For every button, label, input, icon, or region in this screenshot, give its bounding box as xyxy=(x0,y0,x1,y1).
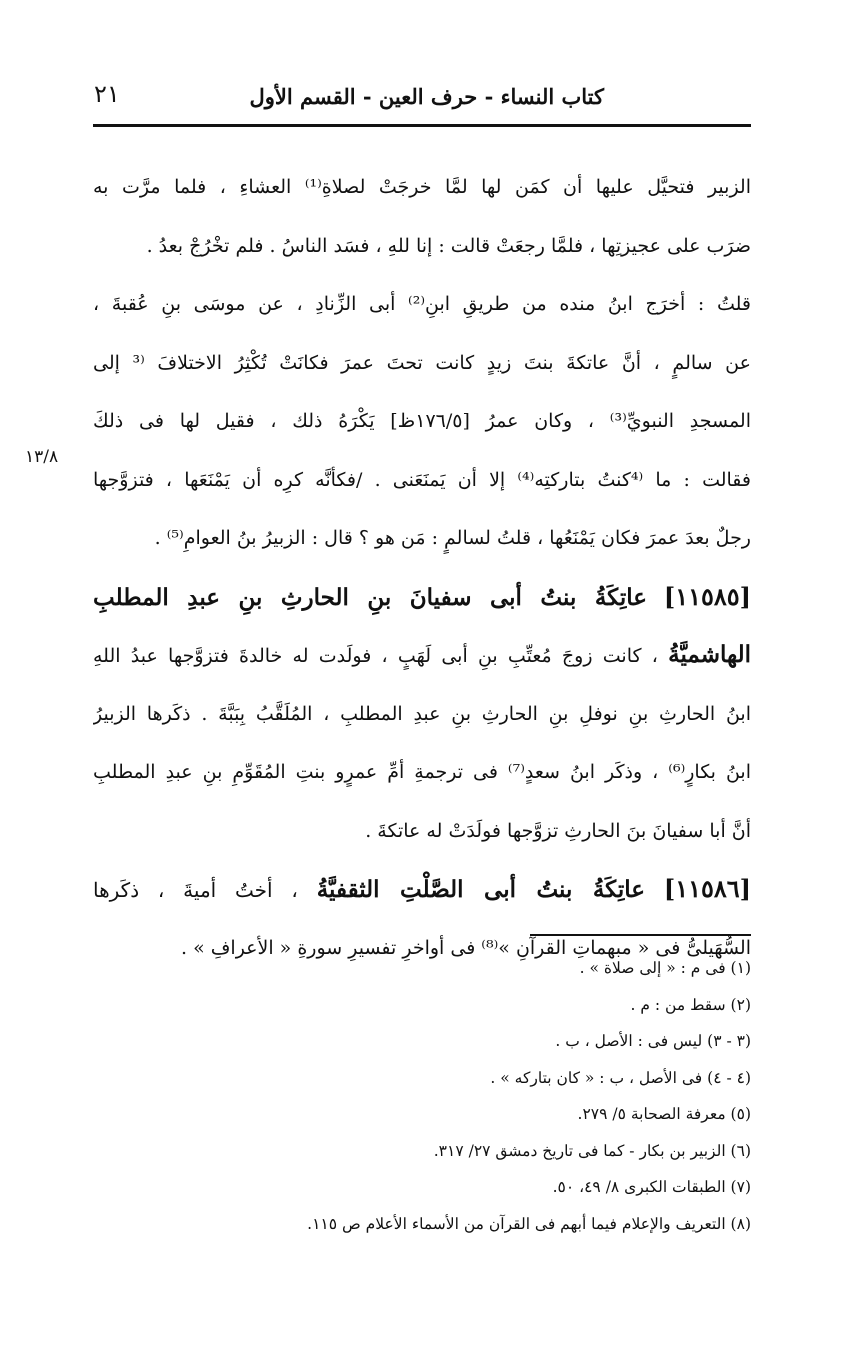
entry-heading-line xyxy=(93,568,751,627)
running-header-title: كتاب النساء - حرف العين - القسم الأول xyxy=(249,84,604,109)
footnote: (٤ - ٤) فى الأصل ، ب : « كان بتاركه » . xyxy=(490,1068,751,1087)
footnotes xyxy=(111,950,751,1242)
text-line: ضرَب على عجيزتِها ، فلمَّا رجعَتْ قالت : إنا للهِ ، فسَد الناسُ . فلم تخْرُجْ بعدُ . xyxy=(146,234,751,257)
footnote: (٧) الطبقات الكبرى ٨/ ٤٩، ٥٠. xyxy=(552,1178,751,1196)
header-rule xyxy=(93,124,751,127)
text-line: رجلٌ بعدَ عمرَ فكان يَمْنَعُها ، قلتُ لسالمٍ : مَن هو ؟ قال : الزبيرُ بنُ العوامِ⁽⁵⁾ . xyxy=(154,527,751,549)
main-text xyxy=(93,158,751,977)
entry-number: [١١٥٨٦] xyxy=(663,874,751,903)
text-line: المسجدِ النبويِّ⁽³⁾ ، وكان عمرُ [١٧٦/٥ظ] يَكْرَهُ ذلك ، فقيل لها فى ذلكَ xyxy=(93,410,751,432)
entry-name-continued: الهاشميَّةُ xyxy=(668,641,751,668)
text-line: فقالت : ما ⁽⁴كنتُ بتاركتِه⁽⁴⁾ إلا أن يَمنَعَنى . /فكأنَّه كرِه أن يَمْنَعَها ، فتزوَّجها xyxy=(93,468,751,491)
footnote: (١) فى م : « إلى صلاة » . xyxy=(579,959,751,977)
entry-name: عاتِكَةُ بنتُ أبى سفيانَ بنِ الحارثِ بنِ عبدِ المطلبِ xyxy=(93,583,647,611)
footnote: (٣ - ٣) ليس فى : الأصل ، ب . xyxy=(555,1032,751,1050)
entry-text: ، كانت زوجَ مُعتِّبِ بنِ أبى لَهَبٍ ، فولَدت له خالدةَ فتزوَّجها عبدُ اللهِ xyxy=(93,645,658,667)
entry-heading-line xyxy=(93,860,751,919)
text-line: الزبير فتحيَّل عليها أن كمَن لها لمَّا خرجَتْ لصلاةِ⁽¹⁾ العشاءِ ، فلما مرَّت به xyxy=(93,176,751,198)
text-line: ابنُ الحارثِ بنِ نوفلِ بنِ الحارثِ بنِ عبدِ المطلبِ ، المُلَقَّبُ بِبَبَّةَ . ذكَرها الزبيرُ xyxy=(93,702,751,725)
entry-number: [١١٥٨٥] xyxy=(663,581,751,611)
footnote: (٨) التعريف والإعلام فيما أبهم فى القرآن من الأسماء الأعلام ص ١١٥. xyxy=(307,1214,751,1233)
text-line: السُّهَيلىُّ فى « مبهماتِ القرآنِ »⁽⁸⁾ فى أواخرِ تفسيرِ سورةِ « الأعرافِ » . xyxy=(180,936,751,959)
text-line: قلتُ : أخرَج ابنُ منده من طريقِ ابنِ⁽²⁾ أبى الزِّنادِ ، عن موسَى بنِ عُقبةَ ، xyxy=(93,293,751,315)
footnote-separator xyxy=(530,934,751,936)
text-line: عن سالمٍ ، أنَّ عاتكةَ بنتَ زيدٍ كانت تحتَ عمرَ فكانَتْ تُكْثِرُ الاختلافَ ⁽³ إلى xyxy=(93,351,751,374)
text-line: ابنُ بكارٍ⁽⁶⁾ ، وذكَر ابنُ سعدٍ⁽⁷⁾ فى ترجمةِ أمِّ عمرٍو بنتِ المُقَوِّمِ بنِ عبدِ المطلبِ xyxy=(93,761,751,783)
footnote: (٢) سقط من : م . xyxy=(630,995,751,1014)
page-number: ٢١ xyxy=(94,80,120,108)
footnote: (٦) الزبير بن بكار - كما فى تاريخ دمشق ٢٧/ ٣١٧. xyxy=(433,1141,751,1160)
footnote: (٥) معرفة الصحابة ٥/ ٢٧٩. xyxy=(577,1105,751,1123)
margin-folio-note: ١٣/٨ xyxy=(25,447,59,467)
text-line xyxy=(93,626,751,685)
text-line: أنَّ أبا سفيانَ بنَ الحارثِ تزوَّجها فولَدَتْ له عاتكةَ . xyxy=(365,819,751,842)
entry-name: عاتِكَةُ بنتُ أبى الصَّلْتِ الثقفيَّةُ xyxy=(316,876,646,903)
entry-text: ، أختُ أميةَ ، ذكَرها xyxy=(93,878,298,902)
